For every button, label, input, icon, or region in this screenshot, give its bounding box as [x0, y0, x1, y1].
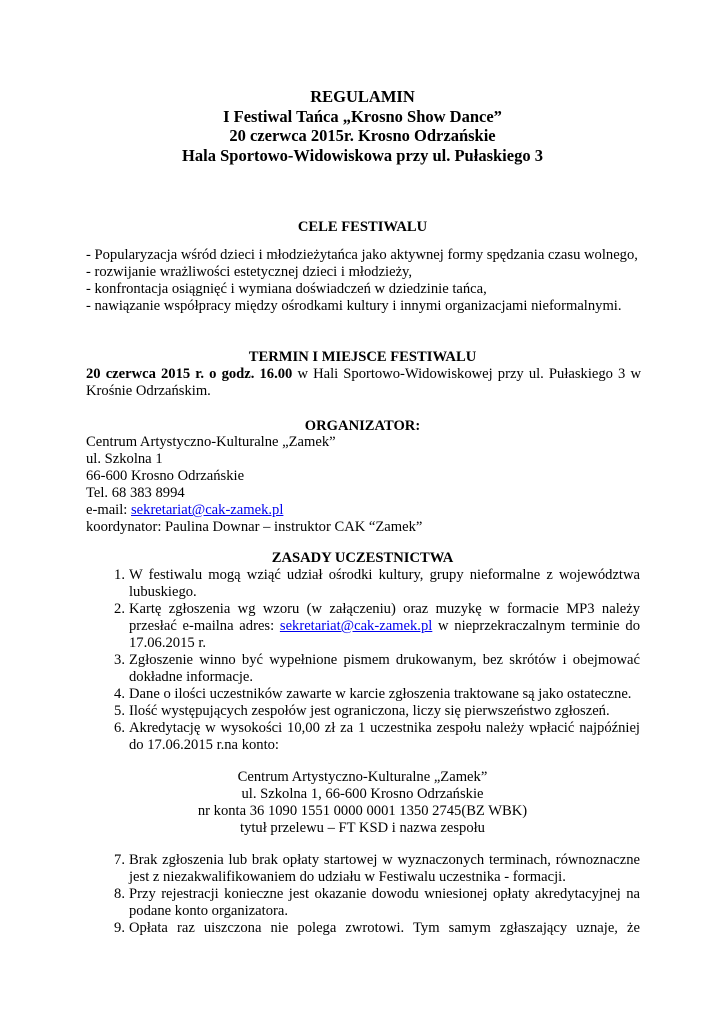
rule-text-part: Kartę zgłoszenia wg wzoru (w załączeniu) oraz muzykę w formacie MP3 należy przesłać e-mailna adres:	[129, 601, 640, 634]
goal-item: - Popularyzacja wśród dzieci i młodzieżytańca jako aktywnej formy spędzania czasu wolnego,	[86, 247, 638, 263]
rule-item-6	[114, 720, 640, 754]
organizer-coordinator: koordynator: Paulina Downar – instruktor CAK “Zamek”	[86, 519, 423, 535]
organizer-street: ul. Szkolna 1	[86, 451, 163, 467]
rule-text: Brak zgłoszenia lub brak opłaty startowej w wyznaczonych terminach, równoznaczne jest z niezakwalifikowaniem do udziału w Festiwalu uczestnika - formacji.	[129, 852, 640, 885]
rule-item-5	[114, 703, 640, 720]
rule-text: Przy rejestracji konieczne jest okazanie dowodu wniesionej opłaty akredytacyjnej na podane konto organizatora.	[129, 886, 640, 919]
organizer-heading: ORGANIZATOR:	[304, 418, 421, 434]
bank-account-details	[0, 769, 725, 837]
rule-item-8	[114, 886, 640, 920]
organizer-phone: Tel. 68 383 8994	[86, 485, 185, 501]
bank-line-2: ul. Szkolna 1, 66-600 Krosno Odrzańskie	[241, 786, 484, 802]
organizer-email-link[interactable]: sekretariat@cak-zamek.pl	[130, 502, 284, 518]
rule-item-2	[114, 601, 640, 652]
bank-line-1: Centrum Artystyczno-Kulturalne „Zamek”	[237, 769, 488, 785]
venue-date: 20 czerwca 2015 r. o godz. 16.00	[86, 366, 293, 382]
rule-item-1	[114, 567, 640, 601]
organizer-city: 66-600 Krosno Odrzańskie	[86, 468, 245, 484]
bank-line-4: tytuł przelewu – FT KSD i nazwa zespołu	[240, 820, 485, 836]
rule-number: 3.	[114, 652, 125, 668]
goal-item: - nawiązanie współpracy między ośrodkami kultury i innymi organizacjami nieformalnymi.	[86, 298, 622, 314]
bank-line-3: nr konta 36 1090 1551 0000 0001 1350 2745(BZ WBK)	[197, 803, 528, 819]
title-line-2: I Festiwal Tańca „Krosno Show Dance”	[223, 106, 502, 126]
organizer-email-label: e-mail:	[86, 502, 131, 518]
rule-text: Akredytację w wysokości 10,00 zł za 1 uczestnika zespołu należy wpłacić najpóźniej do 17.06.2015 r.na konto:	[129, 720, 640, 753]
rule-item-3	[114, 652, 640, 686]
rule-text: Opłata raz uiszczona nie polega zwrotowi. Tym samym zgłaszający uznaje, że	[129, 920, 640, 936]
rule-item-9	[114, 920, 640, 937]
goal-item: - konfrontacja osiągnięć i wymiana doświadczeń w dziedzinie tańca,	[86, 281, 487, 297]
rule-text: Ilość występujących zespołów jest ograniczona, liczy się pierwszeństwo zgłoszeń.	[129, 703, 610, 719]
rule-number: 6.	[114, 720, 125, 736]
rule-number: 2.	[114, 601, 125, 617]
goal-item: - rozwijanie wrażliwości estetycznej dzieci i młodzieży,	[86, 264, 413, 280]
rule-item-7	[114, 852, 640, 886]
organizer-name: Centrum Artystyczno-Kulturalne „Zamek”	[86, 434, 336, 450]
goals-heading: CELE FESTIWALU	[297, 219, 428, 235]
rule-text: Zgłoszenie winno być wypełnione pismem drukowanym, bez skrótów i obejmować dokładne informacje.	[129, 652, 640, 685]
organizer-email-line	[86, 502, 641, 519]
rule-item-4	[114, 686, 640, 703]
rule-number: 1.	[114, 567, 125, 583]
rule-text-part: w nieprzekraczalnym terminie do 17.06.2015 r.	[129, 618, 640, 651]
rule-number: 4.	[114, 686, 125, 702]
document-title	[0, 87, 725, 165]
rule-text	[129, 601, 640, 652]
rule-number: 5.	[114, 703, 125, 719]
title-line-4: Hala Sportowo-Widowiskowa przy ul. Pułaskiego 3	[182, 145, 543, 165]
rules-heading: ZASADY UCZESTNICTWA	[271, 550, 454, 566]
title-line-1: REGULAMIN	[310, 87, 415, 106]
organizer-details	[86, 434, 641, 536]
title-line-3: 20 czerwca 2015r. Krosno Odrzańskie	[229, 126, 496, 145]
rule-text: Dane o ilości uczestników zawarte w karcie zgłoszenia traktowane są jako ostateczne.	[129, 686, 632, 702]
rule-number: 8.	[114, 886, 125, 902]
rule-email-link[interactable]: sekretariat@cak-zamek.pl	[279, 618, 433, 634]
rule-number: 7.	[114, 852, 125, 868]
rule-text: W festiwalu mogą wziąć udział ośrodki kultury, grupy nieformalne z województwa lubuskiego.	[129, 567, 640, 600]
venue-heading: TERMIN I MIEJSCE FESTIWALU	[248, 349, 477, 365]
goals-list	[86, 247, 641, 315]
venue-text: w Hali Sportowo-Widowiskowej przy ul. Pułaskiego 3 w Krośnie Odrzańskim.	[86, 366, 641, 399]
venue-paragraph	[86, 366, 641, 400]
rule-number: 9.	[114, 920, 125, 936]
